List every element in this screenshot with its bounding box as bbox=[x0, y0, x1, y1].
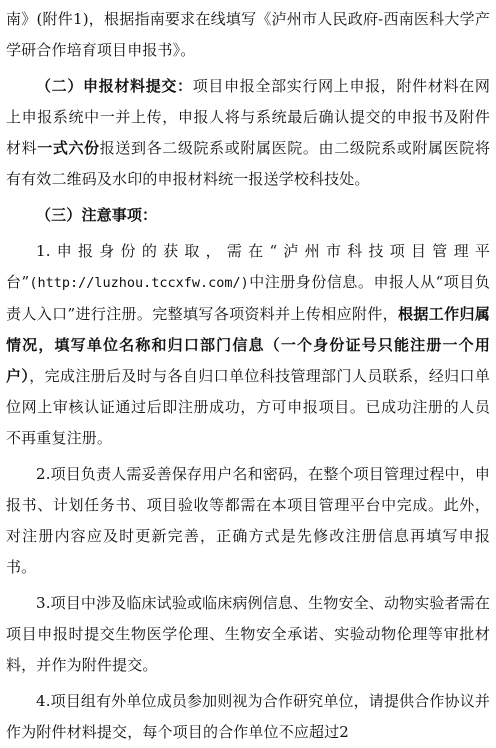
section-3-heading-text: （三）注意事项： bbox=[36, 206, 158, 224]
section-2-paragraph bbox=[6, 71, 490, 195]
notice-item-1 bbox=[6, 236, 490, 454]
platform-url: (http://luzhou.tccxfw.com/) bbox=[29, 275, 249, 291]
intro-text: 南》(附件1)，根据指南要求在线填写《泸州市人民政府-西南医科大学产学研合作培育项目申报书》。 bbox=[6, 10, 490, 59]
notice-item-3 bbox=[6, 588, 490, 681]
item-2-text: 2.项目负责人需妥善保存用户名和密码，在整个项目管理过程中，申报书、计划任务书、项目验收等都需在本项目管理平台中完成。此外，对注册内容应及时更新完善，正确方式是先修改注册信息再填写申报书。 bbox=[6, 465, 490, 576]
item-4-text: 4.项目组有外单位成员参加则视为合作研究单位，请提供合作协议并作为附件材料提交，每个项目的合作单位不应超过2 bbox=[6, 692, 490, 741]
item-1-text-c: ，完成注册后及时与各自归口单位科技管理部门人员联系，经归口单位网上审核认证通过后即注册成功，方可申报项目。已成功注册的人员不再重复注册。 bbox=[6, 367, 490, 447]
item-1-text-a: 1.申报身份的获取，需在“泸州市科技项目管理平台” bbox=[6, 242, 490, 291]
section-3-heading bbox=[6, 200, 490, 231]
section-2-text-a: 项目申报全部实行网上申报，附件材料在网上申报系统中一并上传，申报人将与系统最后确认提交的申报书及附件材料 bbox=[6, 77, 490, 157]
item-3-text: 3.项目中涉及临床试验或临床病例信息、生物安全、动物实验者需在项目申报时提交生物医学伦理、生物安全承诺、实验动物伦理等审批材料，并作为附件提交。 bbox=[6, 594, 490, 674]
notice-item-2 bbox=[6, 459, 490, 583]
intro-paragraph bbox=[6, 4, 490, 66]
notice-item-4 bbox=[6, 686, 490, 748]
section-2-heading: （二）申报材料提交： bbox=[36, 77, 193, 95]
section-2-text-b: 报送到各二级院系或附属医院。由二级院系或附属医院将有有效二维码及水印的申报材料统一报送学校科技处。 bbox=[6, 139, 490, 188]
item-1-emphasis: 根据工作归属情况，填写单位名称和归口部门信息（一个身份证号只能注册一个用户） bbox=[6, 305, 490, 385]
section-2-emphasis: 一式六份 bbox=[37, 139, 100, 157]
item-1-text-b: 中注册身份信息。申报人从“项目负责人入口”进行注册。完整填写各项资料并上传相应附件， bbox=[6, 273, 491, 323]
